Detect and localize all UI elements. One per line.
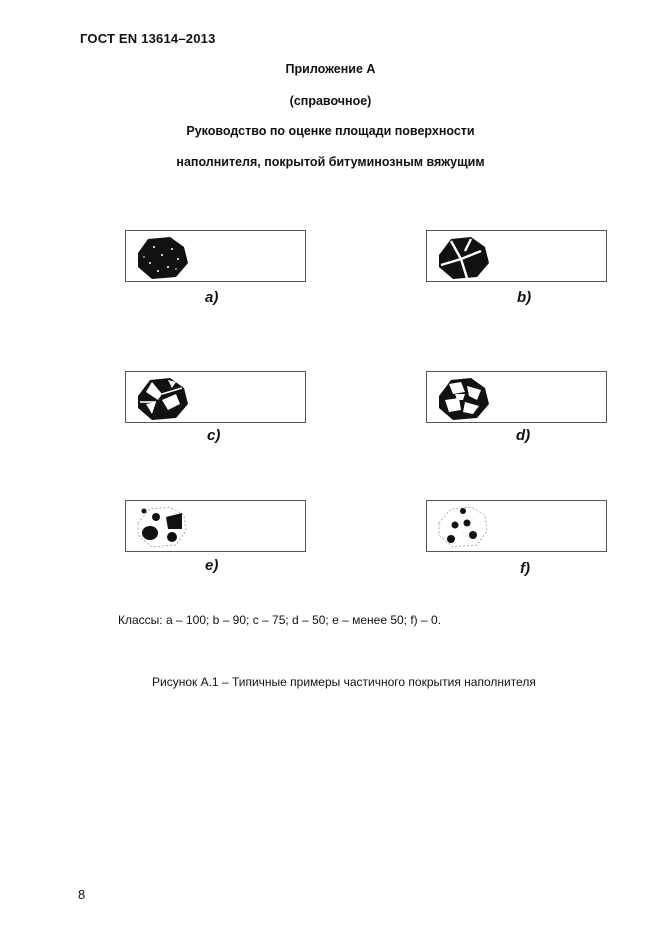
panel-label-b: b) — [517, 289, 532, 306]
coverage-classes: Классы: a – 100; b – 90; c – 75; d – 50; e – менее 50; f) – 0. — [118, 613, 442, 627]
panel-label-e: e) — [205, 557, 219, 574]
aggregate-50-coated-icon — [433, 374, 497, 422]
panel-label-c: c) — [207, 427, 221, 444]
panel-label-d: d) — [516, 427, 531, 444]
aggregate-uncoated-icon — [433, 503, 497, 551]
figure-panel-e — [125, 500, 306, 552]
figure-caption: Рисунок А.1 – Типичные примеры частичного покрытия наполнителя — [152, 675, 536, 689]
aggregate-75-coated-icon — [132, 374, 196, 422]
aggregate-90-coated-icon — [433, 233, 497, 281]
appendix-title: Приложение А — [285, 62, 376, 76]
appendix-subtitle: (справочное) — [289, 94, 372, 108]
panel-label-f: f) — [520, 560, 530, 577]
aggregate-fully-coated-icon — [132, 233, 196, 281]
figure-panel-c — [125, 371, 306, 423]
aggregate-less-than-50-coated-icon — [132, 503, 196, 551]
figure-panel-a — [125, 230, 306, 282]
appendix-heading-line1: Руководство по оценке площади поверхности — [186, 124, 475, 138]
figure-panel-f — [426, 500, 607, 552]
figure-panel-b — [426, 230, 607, 282]
appendix-heading-line2: наполнителя, покрытой битуминозным вяжущим — [176, 155, 485, 169]
document-header: ГОСТ EN 13614–2013 — [80, 31, 216, 46]
page-number: 8 — [78, 887, 86, 902]
figure-panel-d — [426, 371, 607, 423]
panel-label-a: a) — [205, 289, 219, 306]
